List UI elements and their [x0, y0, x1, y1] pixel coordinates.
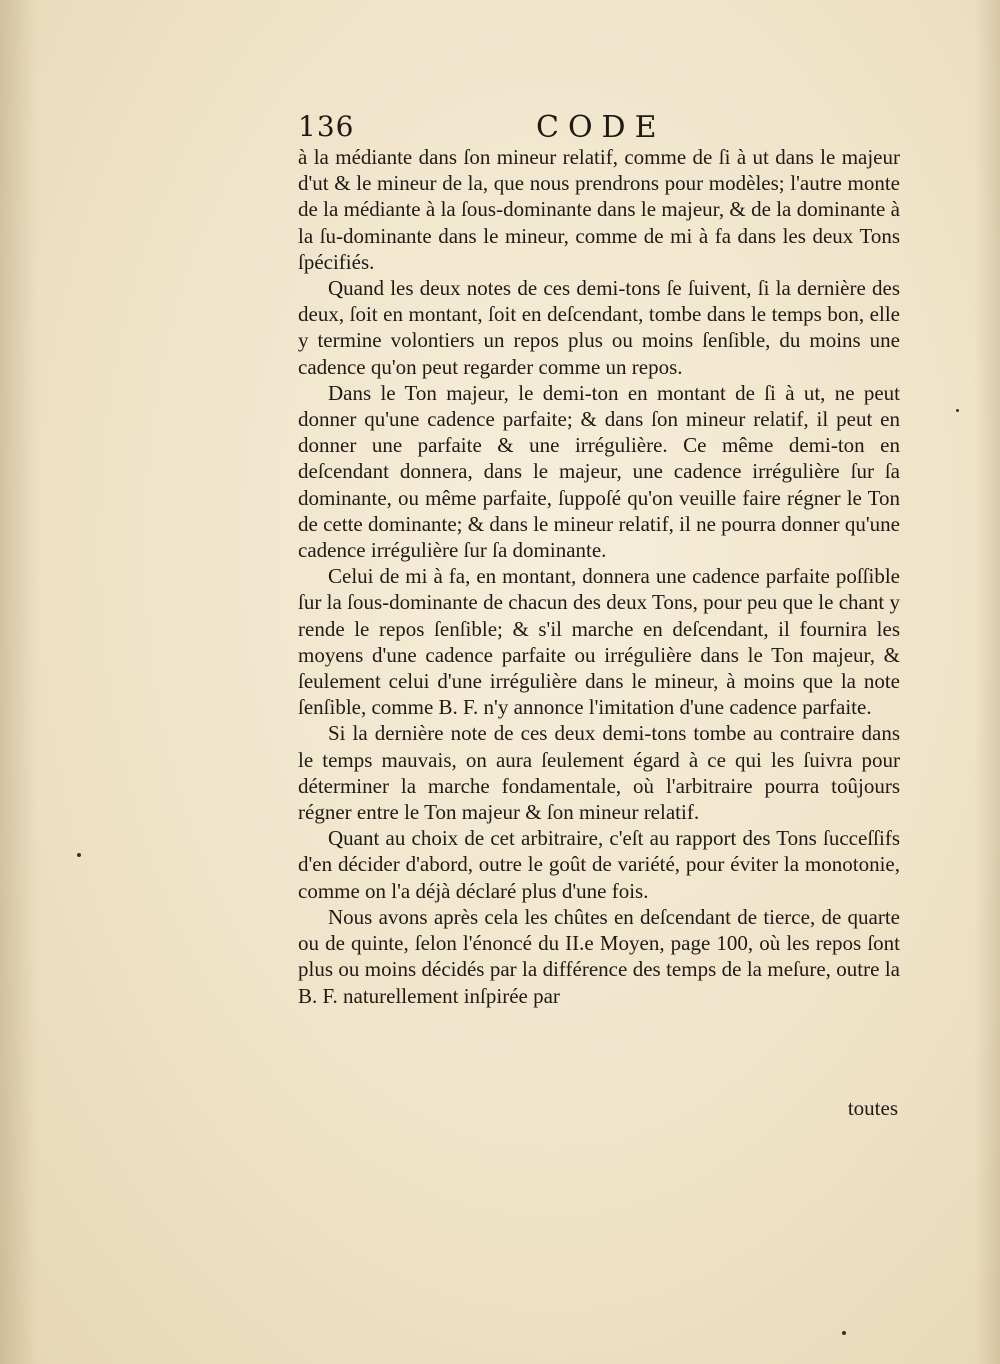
paragraph-continuation: à la médiante dans ſon mineur relatif, comme de ſi à ut dans le majeur d'ut & le mineur de la, que nous prendrons pour modèles; l'autre monte de la médiante à la ſous-dominante dans le majeur, & de la dominante à la ſu-dominante dans le mineur, comme de mi à fa dans les deux Tons ſpécifiés. [298, 145, 900, 274]
paragraph: Nous avons après cela les chûtes en deſcendant de tierce, de quarte ou de quinte, ſelon l'énoncé du II.e Moyen, page 100, où les repos ſont plus ou moins décidés par la différence des temps de la meſure, outre la B. F. naturellement inſpirée par [298, 904, 900, 1008]
ink-speck [842, 1331, 846, 1335]
paragraph: Quand les deux notes de ces demi-tons ſe ſuivent, ſi la dernière des deux, ſoit en montant, ſoit en deſcendant, tombe dans le temps bon, elle y termine volontiers un repos plus ou moins ſenſible, du moins une cadence qu'on peut regarder comme un repos. [298, 276, 900, 379]
body-text [298, 144, 900, 1009]
paragraph: Si la dernière note de ces deux demi-tons tombe au contraire dans le temps mauvais, on aura ſeulement égard à ce qui les ſuivra pour déterminer la marche fondamentale, où l'arbitraire pourra toûjours régner entre le Ton majeur & ſon mineur relatif. [298, 721, 900, 825]
paragraph: Quant au choix de cet arbitraire, c'eſt au rapport des Tons ſucceſſifs d'en décider d'abord, outre le goût de variété, pour éviter la monotonie, comme on l'a déjà déclaré plus d'une fois. [298, 826, 900, 903]
paragraph: Dans le Ton majeur, le demi-ton en montant de ſi à ut, ne peut donner qu'une cadence parfaite; & dans ſon mineur relatif, il peut en donner une parfaite & une irrégulière. Ce même demi-ton en deſcendant donnera, dans le majeur, une cadence irrégulière ſur ſa dominante, ou même parfaite, ſuppoſé qu'on veuille faire régner le Ton de cette dominante; & dans le mineur relatif, il ne pourra donner qu'une cadence irrégulière ſur ſa dominante. [298, 380, 900, 563]
ink-speck [77, 853, 81, 857]
ink-speck [956, 409, 959, 412]
running-title: CODE [536, 110, 666, 145]
paragraph: Celui de mi à fa, en montant, donnera une cadence parfaite poſſible ſur la ſous-dominante de chacun des deux Tons, pour peu que le chant y rende le repos ſenſible; & s'il marche en deſcendant, il fournira les moyens d'une cadence parfaite ou irrégulière dans le Ton majeur, & ſeulement celui d'une irrégulière dans le mineur, à moins que la note ſenſible, comme B. F. n'y annonce l'imitation d'une cadence parfaite. [298, 564, 900, 720]
catchword: toutes [847, 1096, 898, 1120]
page-number: 136 [298, 110, 355, 143]
page-header [298, 110, 898, 146]
